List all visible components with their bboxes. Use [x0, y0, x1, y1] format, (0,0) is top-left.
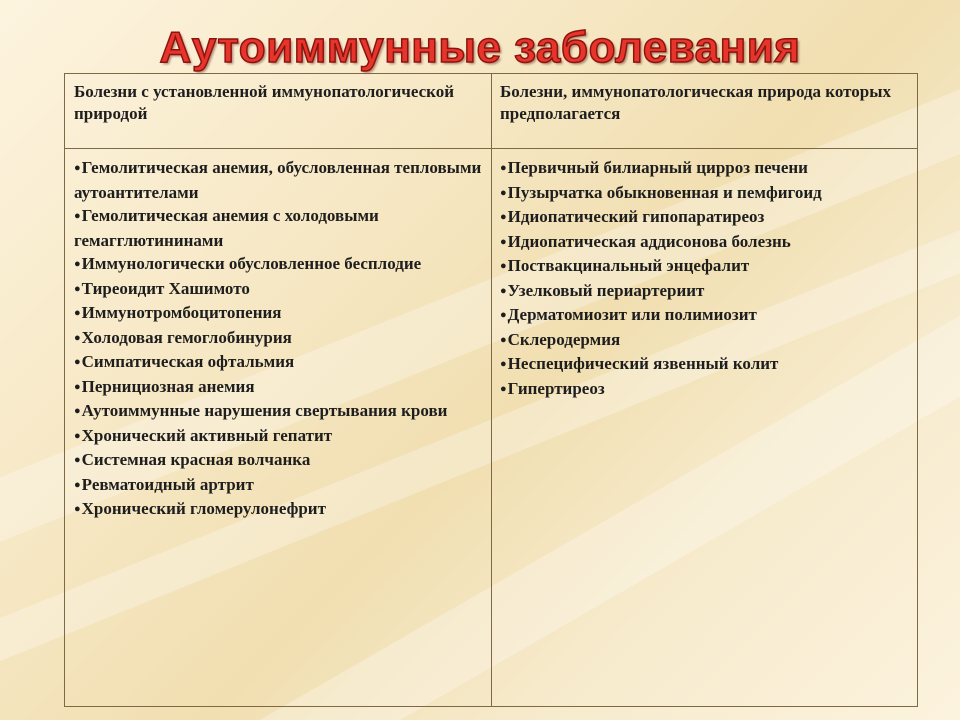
disease-table: [64, 73, 918, 707]
bullet-icon: ●: [500, 382, 507, 395]
list-item: [74, 375, 483, 400]
header-established: Болезни с установленной иммунопатологической природой: [74, 82, 455, 123]
list-item-text: Склеродермия: [507, 329, 621, 349]
list-item-text: Симпатическая офтальмия: [81, 352, 295, 371]
bullet-icon: ●: [74, 282, 81, 295]
list-item: [500, 254, 909, 279]
list-item-text: Ревматоидный артрит: [81, 474, 254, 494]
list-item-text: Узелковый периартериит: [507, 280, 705, 300]
list-item-text: Гемолитическая анемия, обусловленная тепловыми аутоантителами: [74, 158, 482, 202]
list-item: [74, 473, 483, 498]
list-item: [74, 301, 483, 326]
established-diseases-list: [74, 156, 483, 522]
list-item-text: Гипертиреоз: [507, 378, 605, 398]
list-item-text: Пернициозная анемия: [81, 376, 255, 396]
list-item: [500, 279, 909, 304]
list-item: [500, 230, 909, 255]
list-item-text: Аутоиммунные нарушения свертывания крови: [81, 401, 448, 420]
slide-title: Аутоиммунные заболевания: [159, 23, 801, 72]
bullet-icon: ●: [74, 331, 81, 344]
list-item: [74, 399, 483, 424]
list-item-text: Хронический гломерулонефрит: [81, 499, 326, 518]
list-item: [500, 303, 909, 328]
list-item-text: Системная красная волчанка: [81, 450, 311, 469]
list-item: [500, 156, 909, 181]
list-item: [500, 328, 909, 353]
bullet-icon: ●: [500, 358, 507, 370]
bullet-icon: ●: [74, 503, 81, 515]
bullet-icon: ●: [74, 307, 81, 319]
list-item-text: Первичный билиарный цирроз печени: [507, 158, 808, 177]
established-diseases-cell: [65, 148, 491, 706]
list-item: [74, 350, 483, 375]
list-item-text: Гемолитическая анемия с холодовыми гемагглютининами: [74, 206, 379, 250]
list-item-text: Иммунологически обусловленное бесплодие: [81, 254, 422, 273]
bullet-icon: ●: [500, 186, 507, 199]
list-item-text: Дерматомиозит или полимиозит: [507, 305, 757, 324]
list-item: [74, 252, 483, 277]
bullet-icon: ●: [500, 211, 507, 223]
bullet-icon: ●: [74, 258, 81, 270]
list-item-text: Хронический активный гепатит: [81, 425, 333, 445]
list-item-text: Идиопатическая аддисонова болезнь: [507, 231, 791, 251]
list-item: [74, 277, 483, 302]
bullet-icon: ●: [74, 478, 81, 491]
bullet-icon: ●: [500, 260, 507, 272]
list-item: [74, 326, 483, 351]
list-item-text: Пузырчатка обыкновенная и пемфигоид: [507, 182, 822, 202]
bullet-icon: ●: [74, 429, 81, 442]
list-item: [500, 377, 909, 402]
bullet-icon: ●: [500, 284, 507, 297]
table-body-row: [65, 148, 917, 706]
bullet-icon: ●: [500, 235, 507, 248]
bullet-icon: ●: [74, 356, 81, 368]
list-item: [500, 352, 909, 377]
list-item: [500, 205, 909, 230]
presumed-diseases-list: [500, 156, 909, 401]
list-item: [74, 497, 483, 522]
header-presumed: Болезни, иммунопатологическая природа которых предполагается: [500, 82, 892, 123]
bullet-icon: ●: [500, 162, 507, 174]
list-item: [74, 448, 483, 473]
bullet-icon: ●: [500, 333, 507, 346]
list-item-text: Поствакцинальный энцефалит: [507, 256, 750, 275]
list-item-text: Тиреоидит Хашимото: [81, 278, 250, 298]
list-item-text: Иммунотромбоцитопения: [81, 303, 282, 322]
bullet-icon: ●: [74, 405, 81, 417]
list-item-text: Идиопатический гипопаратиреоз: [507, 207, 765, 226]
bullet-icon: ●: [74, 162, 81, 174]
bullet-icon: ●: [500, 309, 507, 321]
list-item: [500, 181, 909, 206]
bullet-icon: ●: [74, 210, 81, 222]
list-item: [74, 424, 483, 449]
bullet-icon: ●: [74, 380, 81, 393]
bullet-icon: ●: [74, 454, 81, 466]
presumed-diseases-cell: [491, 148, 917, 706]
list-item: [74, 204, 483, 252]
list-item: [74, 156, 483, 204]
list-item-text: Неспецифический язвенный колит: [507, 354, 779, 373]
list-item-text: Холодовая гемоглобинурия: [81, 327, 292, 347]
